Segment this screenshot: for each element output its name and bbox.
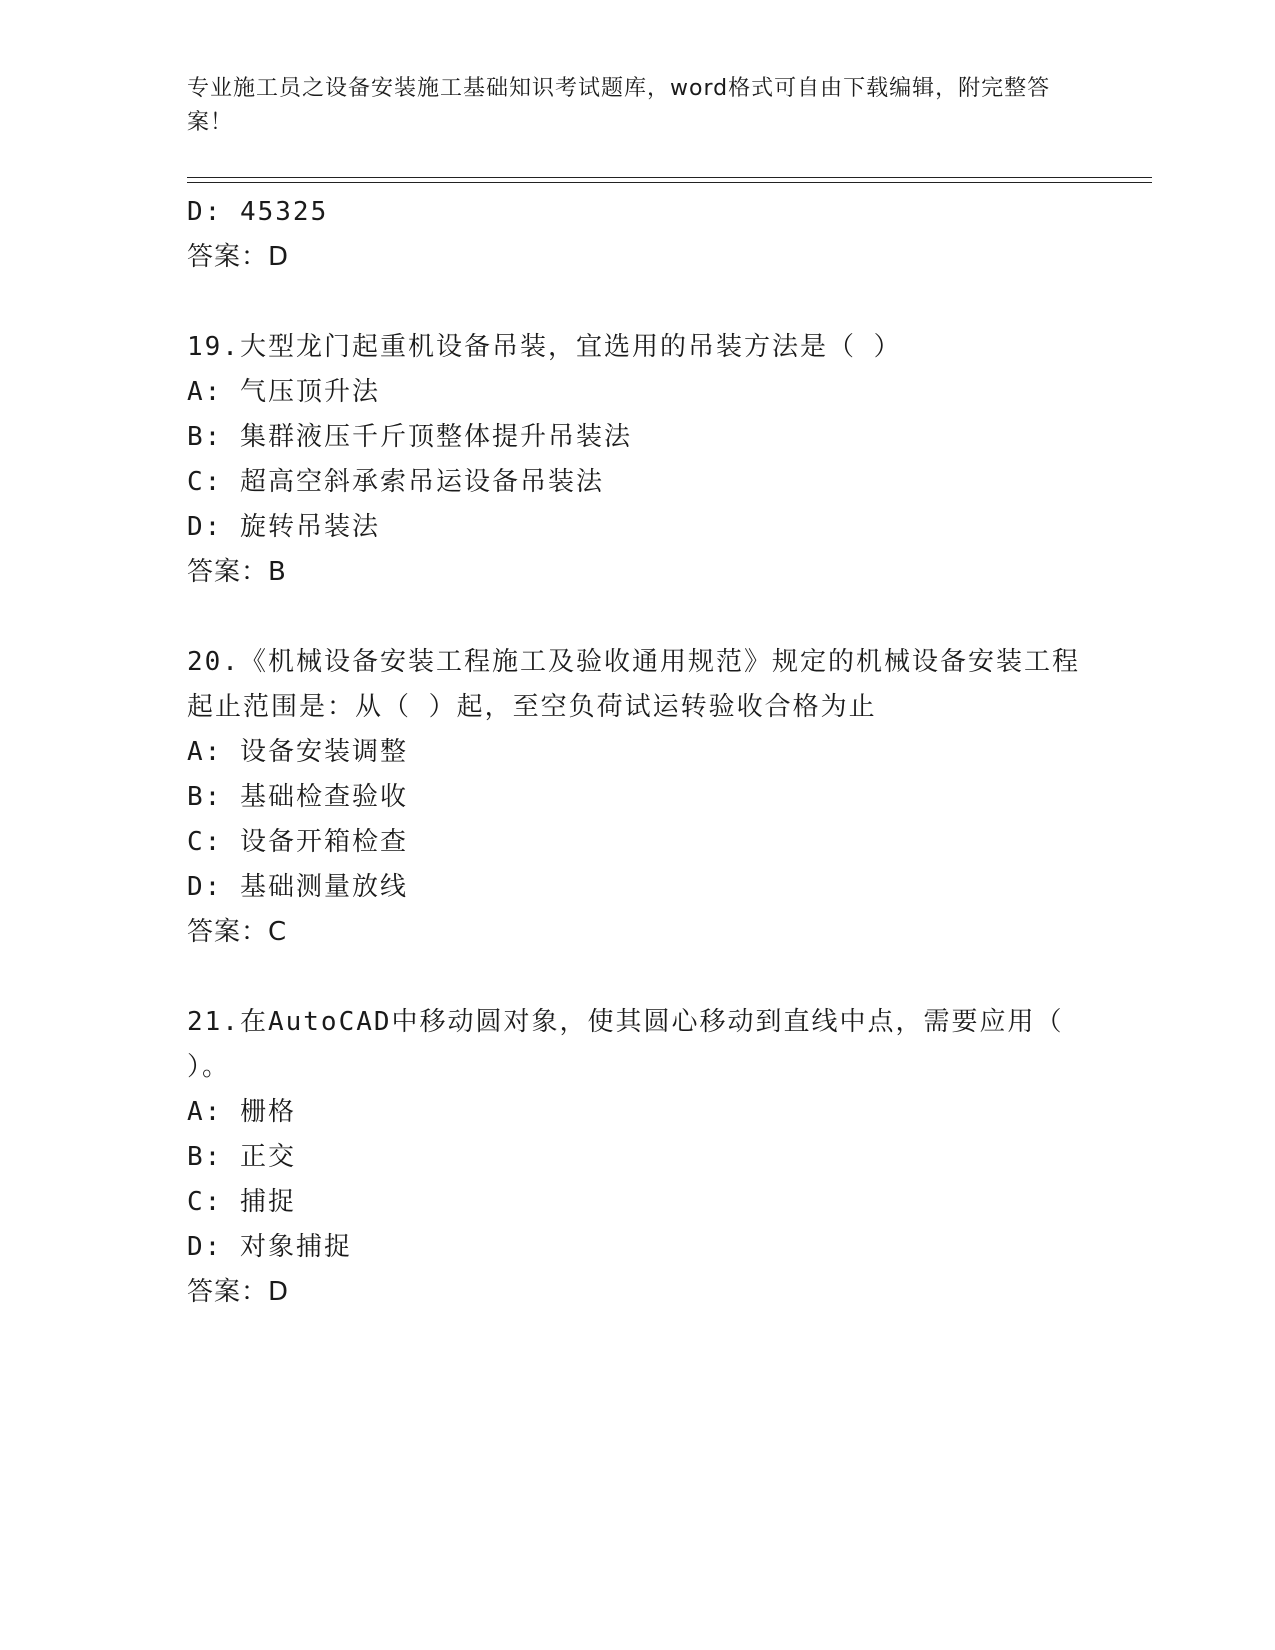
- spacer: [187, 595, 1087, 640]
- header-rule-top: [187, 177, 1152, 178]
- option-c: C: 超高空斜承索吊运设备吊装法: [187, 467, 604, 497]
- spacer: [187, 955, 1087, 1000]
- option-a: A: 栅格: [187, 1097, 296, 1127]
- option-b: B: 正交: [187, 1142, 296, 1172]
- question-21: [187, 1000, 1087, 1315]
- option-d: D: 对象捕捉: [187, 1232, 352, 1262]
- option-a: A: 设备安装调整: [187, 737, 408, 767]
- spacer: [187, 280, 1087, 325]
- option-b: B: 基础检查验收: [187, 782, 408, 812]
- header-rule-bottom: [187, 182, 1152, 183]
- question-19: [187, 325, 1087, 595]
- question-20: [187, 640, 1087, 955]
- option-c: C: 设备开箱检查: [187, 827, 408, 857]
- question-answer: 答案：C: [187, 917, 288, 947]
- prev-answer: 答案：D: [187, 242, 290, 272]
- document-header: 专业施工员之设备安装施工基础知识考试题库，word格式可自由下载编辑，附完整答案！: [187, 76, 1051, 135]
- question-stem: 19.大型龙门起重机设备吊装，宜选用的吊装方法是（ ）: [187, 332, 902, 362]
- option-a: A: 气压顶升法: [187, 377, 380, 407]
- question-answer: 答案：B: [187, 557, 287, 587]
- question-stem: 20.《机械设备安装工程施工及验收通用规范》规定的机械设备安装工程起止范围是：从（ ）起，至空负荷试运转验收合格为止: [187, 647, 1080, 722]
- option-d: D: 基础测量放线: [187, 872, 408, 902]
- option-d: D: 旋转吊装法: [187, 512, 380, 542]
- question-answer: 答案：D: [187, 1277, 290, 1307]
- option-c: C: 捕捉: [187, 1187, 296, 1217]
- document-body: [187, 190, 1087, 1315]
- prev-option-d: D: 45325: [187, 197, 329, 227]
- question-stem: 21.在AutoCAD中移动圆对象，使其圆心移动到直线中点，需要应用（ ）。: [187, 1007, 1082, 1082]
- option-b: B: 集群液压千斤顶整体提升吊装法: [187, 422, 632, 452]
